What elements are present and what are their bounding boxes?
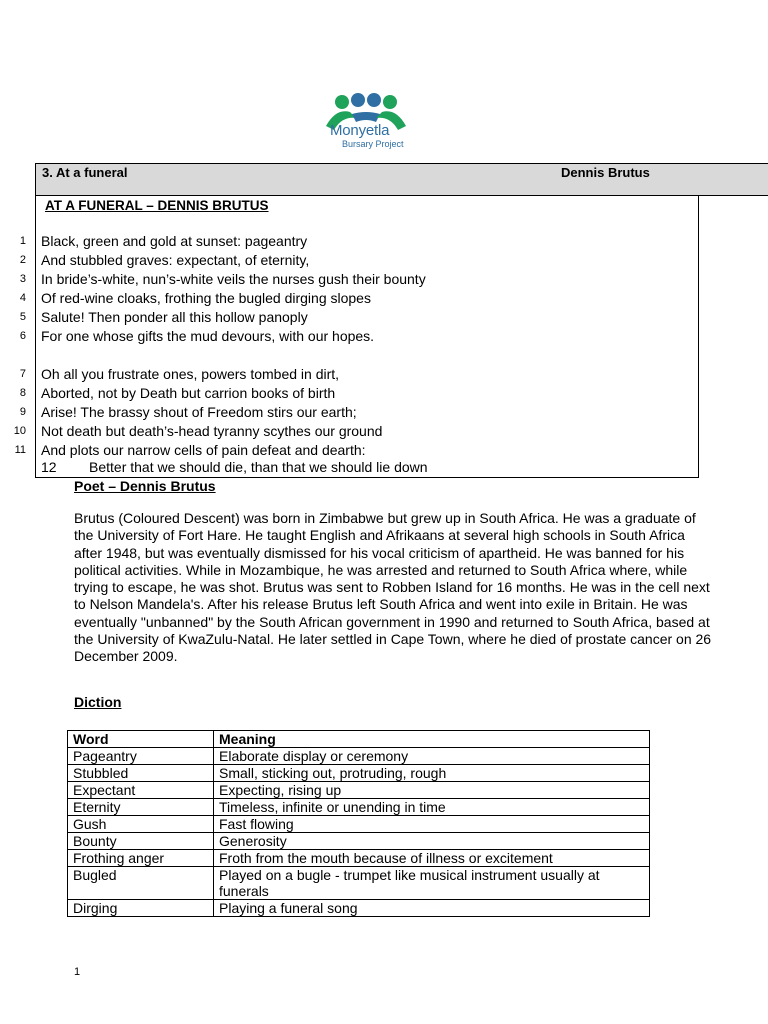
column-header-word: Word — [68, 731, 214, 748]
word-cell: Expectant — [68, 782, 214, 799]
logo-subtitle: Bursary Project — [342, 139, 404, 149]
section-author: Dennis Brutus — [561, 165, 650, 180]
poet-heading: Poet – Dennis Brutus — [74, 478, 216, 494]
poem-line: And stubbled graves: expectant, of eternity, — [41, 252, 310, 268]
meaning-cell: Generosity — [214, 833, 650, 850]
word-cell: Pageantry — [68, 748, 214, 765]
word-cell: Dirging — [68, 900, 214, 917]
word-cell: Stubbled — [68, 765, 214, 782]
poem-line: Salute! Then ponder all this hollow panoply — [41, 309, 308, 325]
table-row — [68, 799, 650, 816]
poem-line: Of red-wine cloaks, frothing the bugled dirging slopes — [41, 290, 371, 306]
meaning-cell: Playing a funeral song — [214, 900, 650, 917]
line-number: 10 — [13, 425, 26, 437]
poem-line: Aborted, not by Death but carrion books of birth — [41, 385, 336, 401]
meaning-cell: Froth from the mouth because of illness or excitement — [214, 850, 650, 867]
line-number: 3 — [19, 273, 26, 285]
line-number: 6 — [19, 330, 26, 342]
meaning-cell: Fast flowing — [214, 816, 650, 833]
poem-line: For one whose gifts the mud devours, with our hopes. — [41, 328, 375, 344]
logo-name: Monyetla — [330, 122, 390, 139]
page-number: 1 — [74, 966, 81, 978]
table-row — [68, 833, 650, 850]
line-number: 9 — [19, 406, 26, 418]
poem-line: In bride’s-white, nun’s-white veils the nurses gush their bounty — [41, 271, 426, 287]
poem-last-line — [41, 459, 428, 475]
word-cell: Frothing anger — [68, 850, 214, 867]
poem-line: And plots our narrow cells of pain defeat and dearth: — [41, 442, 366, 458]
line-number: 4 — [19, 292, 26, 304]
table-row — [68, 816, 650, 833]
line-number: 11 — [14, 444, 26, 456]
word-cell: Gush — [68, 816, 214, 833]
word-cell: Bugled — [68, 867, 214, 900]
poet-biography: Brutus (Coloured Descent) was born in Zimbabwe but grew up in South Africa. He was a graduate of the University of Fort Hare. He taught English and Afrikaans at several high schools in South Africa after 1948, but was eventually dismissed for his vocal criticism of apartheid. He was banned for his political activities. While in Mozambique, he was arrested and returned to South Africa where, while trying to escape, he was shot. Brutus was sent to Robben Island for 16 months. He was in the cell next to Nelson Mandela's. After his release Brutus left South Africa and went into exile in Britain. He was eventually "unbanned" by the South African government in 1990 and returned to South Africa, based at the University of KwaZulu-Natal. He later settled in Cape Town, where he died of prostate cancer on 26 December 2009. — [74, 510, 712, 665]
line-number: 8 — [19, 387, 26, 399]
line-number: 1 — [19, 235, 26, 247]
poem-line: Arise! The brassy shout of Freedom stirs our earth; — [41, 404, 357, 420]
poem-line: Black, green and gold at sunset: pageantry — [41, 233, 308, 249]
line-number: 5 — [19, 311, 26, 323]
monyetla-logo — [312, 88, 426, 158]
table-row — [68, 782, 650, 799]
poem-line: Oh all you frustrate ones, powers tombed in dirt, — [41, 366, 340, 382]
diction-table — [67, 730, 650, 917]
word-cell: Bounty — [68, 833, 214, 850]
column-header-meaning: Meaning — [214, 731, 650, 748]
table-row — [68, 900, 650, 917]
section-title: 3. At a funeral — [42, 165, 128, 180]
table-row — [68, 867, 650, 900]
poem-line: Not death but death’s-head tyranny scythes our ground — [41, 423, 383, 439]
word-cell: Eternity — [68, 799, 214, 816]
line-number: 7 — [19, 368, 26, 380]
meaning-cell: Played on a bugle - trumpet like musical instrument usually at funerals — [214, 867, 650, 900]
section-header-band — [35, 163, 768, 196]
meaning-cell: Expecting, rising up — [214, 782, 650, 799]
meaning-cell: Elaborate display or ceremony — [214, 748, 650, 765]
meaning-cell: Small, sticking out, protruding, rough — [214, 765, 650, 782]
meaning-cell: Timeless, infinite or unending in time — [214, 799, 650, 816]
poem-heading: AT A FUNERAL – DENNIS BRUTUS — [45, 198, 269, 213]
poem-line-text: Better that we should die, than that we should lie down — [89, 459, 428, 475]
line-number: 12 — [41, 459, 57, 475]
table-row — [68, 748, 650, 765]
line-number: 2 — [19, 254, 26, 266]
table-row — [68, 765, 650, 782]
table-row — [68, 850, 650, 867]
diction-heading: Diction — [74, 694, 122, 710]
table-header-row — [68, 731, 650, 748]
